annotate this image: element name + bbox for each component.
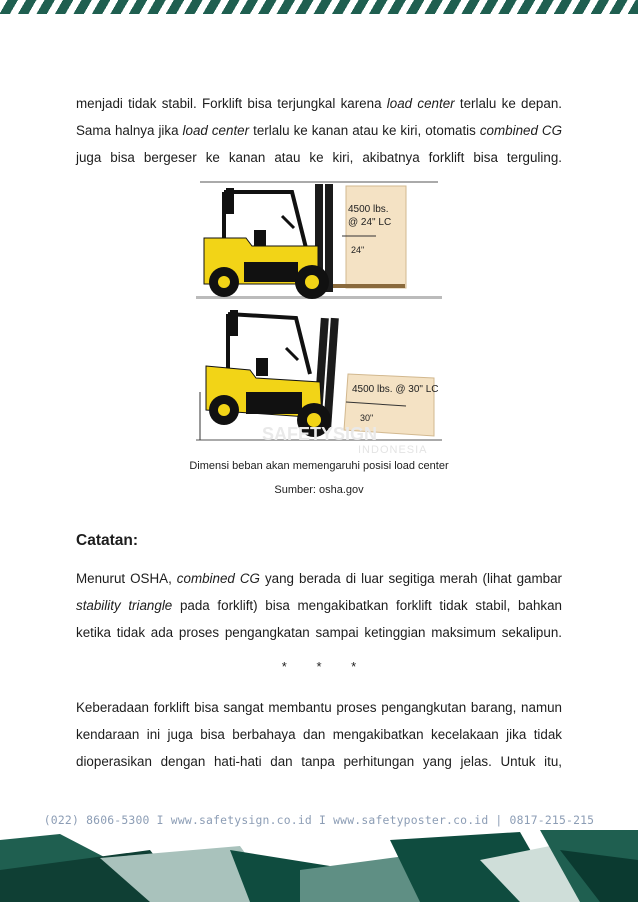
catatan-text: ketika tidak ada proses pengangkatan sampai ketinggian maksimum sekalipun. [76,625,562,640]
label-top-weight: 4500 lbs. [348,204,389,215]
catatan-text: pada forklift) bisa mengakibatkan forklift tidak stabil, bahkan [172,598,562,613]
section-separator: * * * [281,659,357,674]
catatan-text: yang berada di luar segitiga merah (lihat gambar [259,571,562,586]
closing-text: dioperasikan dengan hati-hati dan tanpa perhitungan yang jelas. Untuk itu, [76,754,562,769]
label-top-lc: @ 24" LC [348,217,392,228]
p1-italic-load-center: load center [386,96,455,111]
catatan-heading: Catatan: [76,532,139,549]
catatan-text: Menurut OSHA, [76,571,177,586]
p1-text: terlalu ke kanan atau ke kiri, otomatis [249,123,480,138]
forklift-bottom [196,310,442,442]
figure-source: Sumber: osha.gov [274,484,364,496]
footer-geometric-banner [0,830,638,902]
closing-text: Keberadaan forklift bisa sangat membantu proses pengangkutan barang, namun [76,700,562,715]
watermark-brand: SAFETYSIGN [262,424,378,442]
forklift-top [196,184,442,299]
catatan-italic-combined-cg: combined CG [176,571,260,586]
p1-text: Sama halnya jika [76,123,183,138]
load-crate-top [346,186,406,288]
label-bottom-dim: 30" [360,413,374,423]
p1-text: menjadi tidak stabil. Forklift bisa terjungkal karena [76,96,387,111]
footer-contact-line: (022) 8606-5300 I www.safetysign.co.id I www.safetyposter.co.id | 0817-215-215 [43,813,595,827]
forklift-illustration [196,178,442,442]
p1-italic-load-center: load center [182,123,250,138]
figure-caption: Dimensi beban akan memengaruhi posisi load center [189,460,449,472]
label-top-dim: 24" [351,245,365,255]
p1-text: terlalu ke depan. [454,96,562,111]
paragraph-stability [76,90,562,171]
closing-text: kendaraan ini juga bisa berbahaya dan mengakibatkan kecelakaan jika tidak [76,727,562,742]
top-stripe-border [0,0,638,14]
catatan-italic-stability-triangle: stability triangle [76,598,173,613]
paragraph-catatan [76,565,562,646]
label-bottom-weight: 4500 lbs. @ 30" LC [352,384,439,395]
paragraph-closing [76,694,562,775]
watermark-sub: INDONESIA [358,444,428,456]
p1-text: juga bisa bergeser ke kanan atau ke kiri, akibatnya forklift bisa terguling. [76,150,562,165]
p1-italic-combined-cg: combined CG [479,123,562,138]
